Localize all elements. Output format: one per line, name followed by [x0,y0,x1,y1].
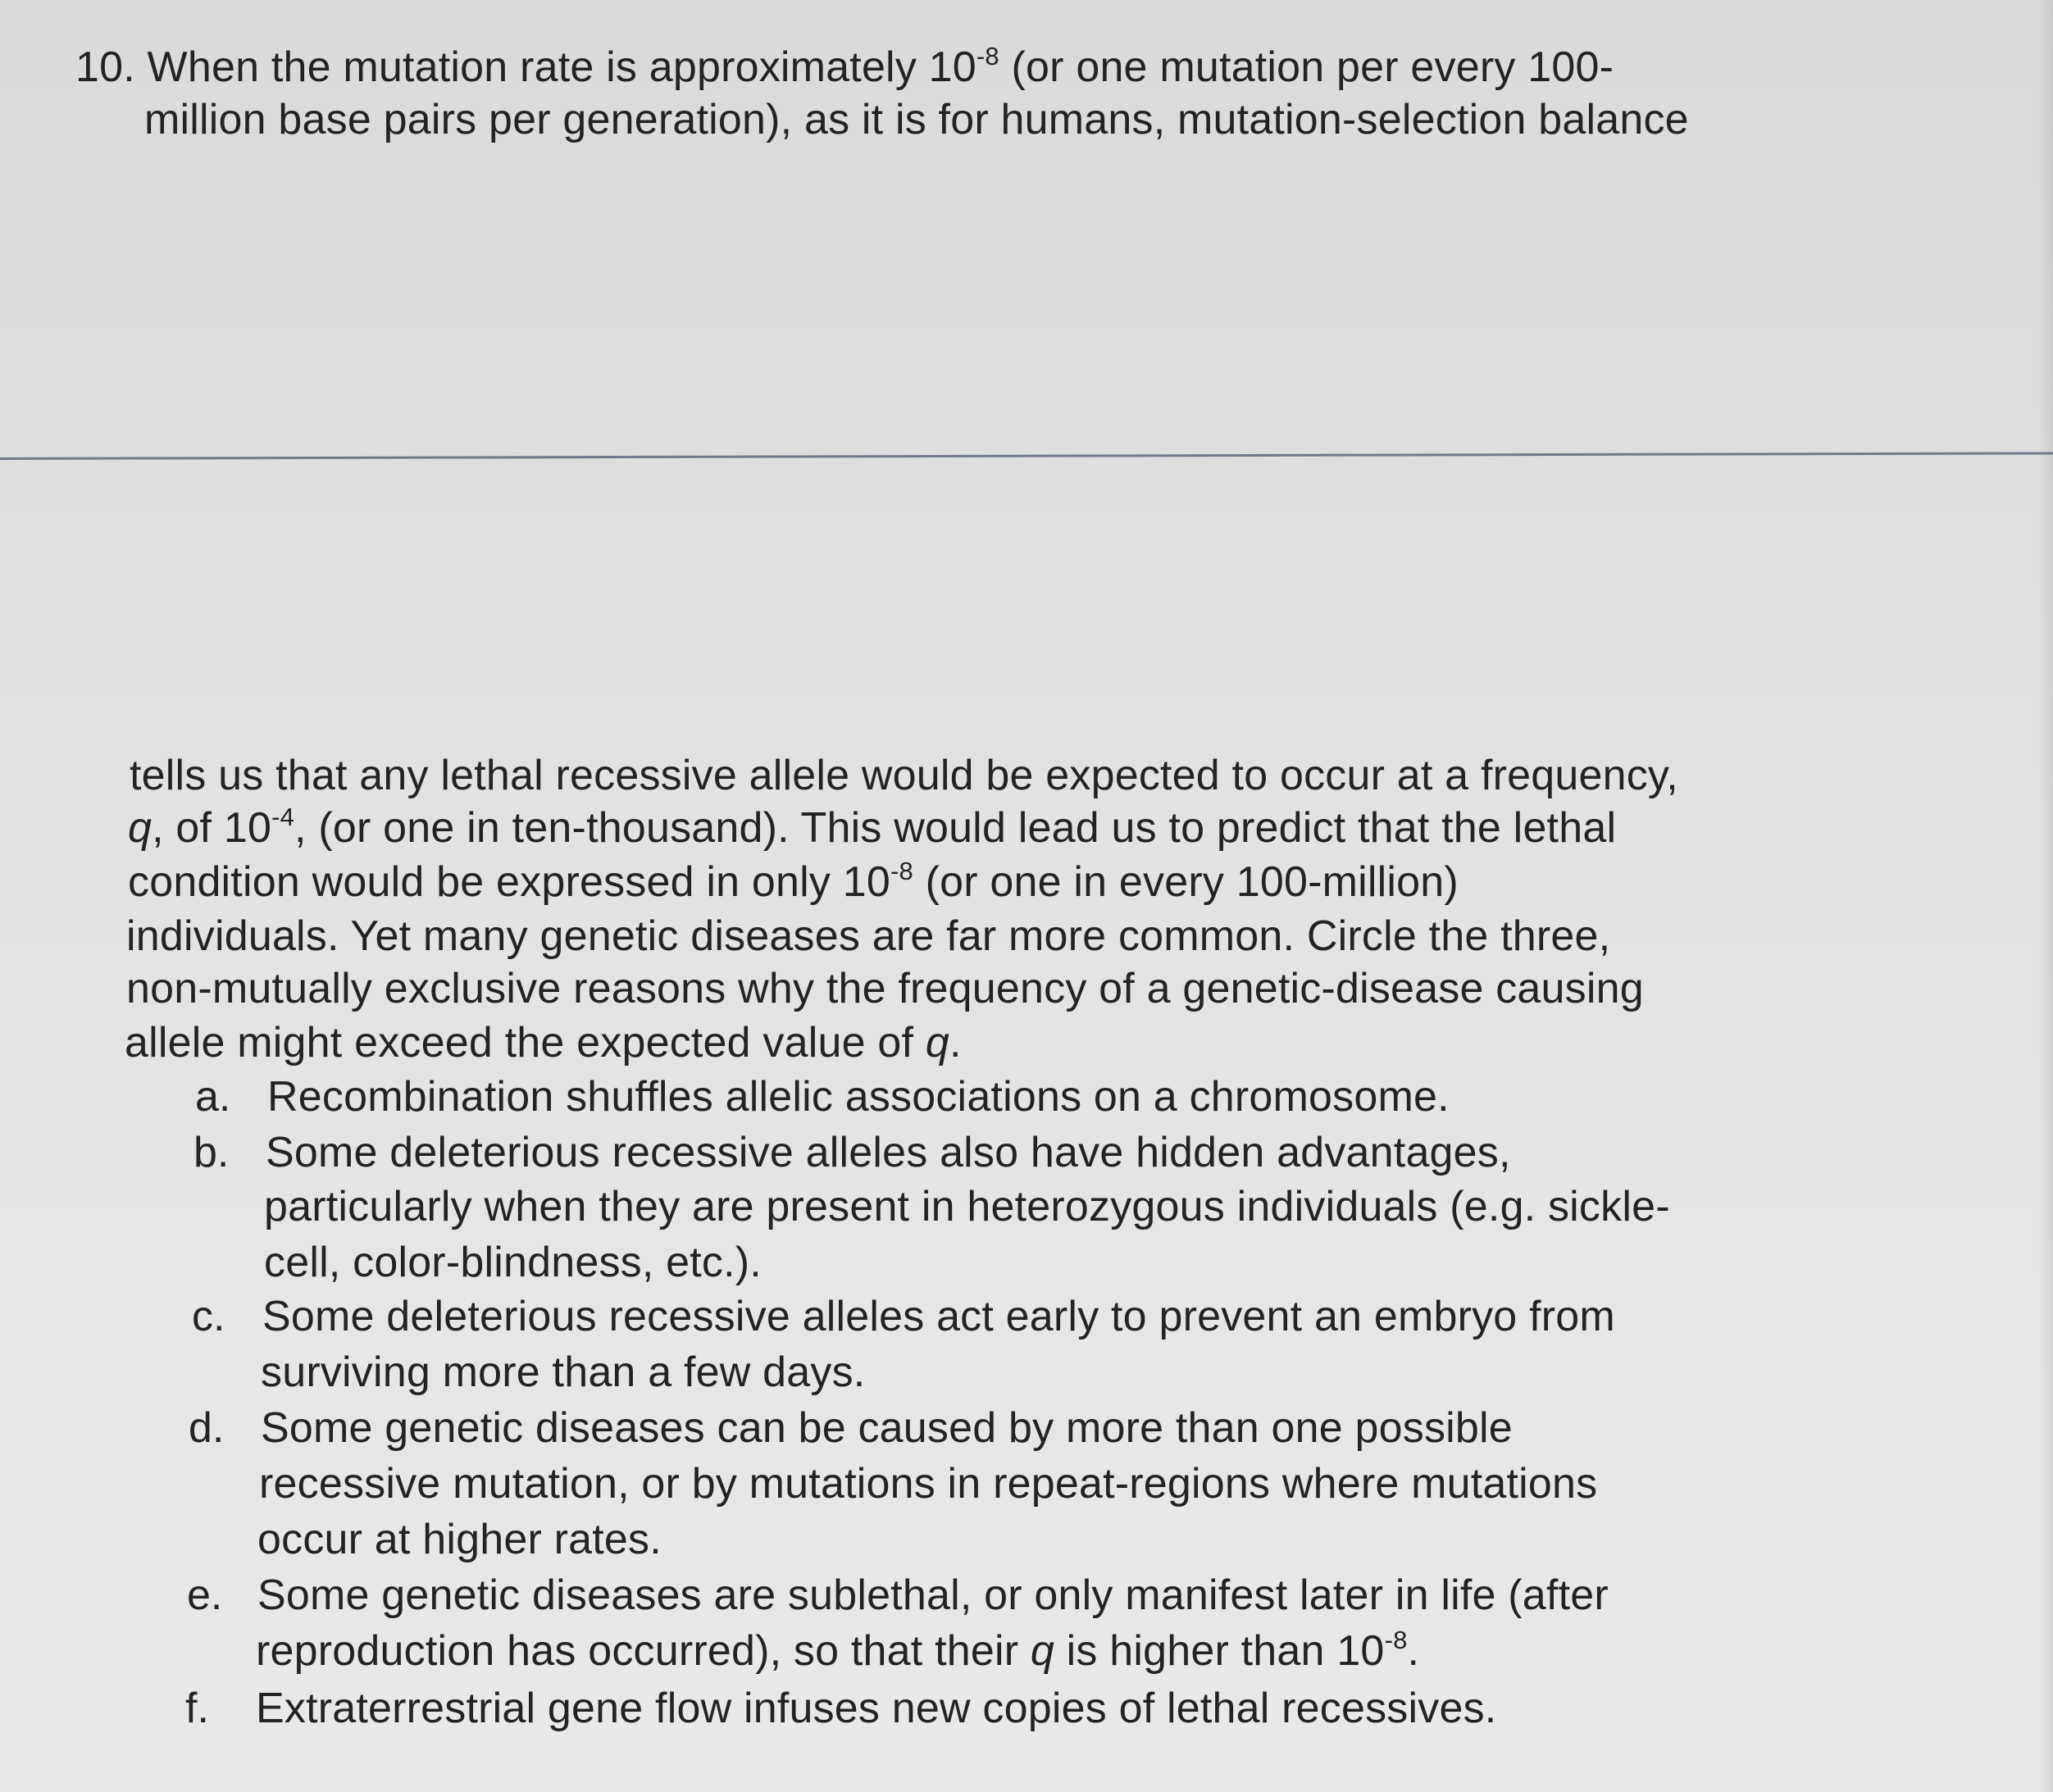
question-number: 10. [75,43,135,91]
option-b-line-1: Some deleterious recessive alleles also have hidden advantages, [266,1129,1511,1176]
option-d-text-2[interactable] [259,1458,1597,1510]
option-e-line-2a: reproduction has occurred), so that their [256,1627,1031,1675]
option-f-text[interactable] [256,1682,1496,1735]
body-text-2b: , (or one in ten-thousand). This would lead us to predict that the lethal [294,804,1617,852]
question-text-1b: (or one mutation per every 100- [999,43,1614,91]
body-text-3b: (or one in every 100-million) [913,858,1459,906]
option-d-line-3: occur at higher rates. [257,1516,662,1563]
option-e-text-2[interactable] [256,1625,1419,1683]
option-e-line-2b: is higher than 10 [1054,1627,1385,1675]
body-text-4: individuals. Yet many genetic diseases are far more common. Circle the three, [126,912,1611,960]
body-text-3a: condition would be expressed in only 10 [128,858,890,906]
option-d-line-2: recessive mutation, or by mutations in repeat-regions where mutations [259,1460,1598,1508]
body-line-3 [128,856,1459,914]
body-line-4 [126,910,1610,962]
option-c-line-2: surviving more than a few days. [261,1349,866,1396]
option-b-text-1[interactable] [266,1126,1511,1179]
option-e-line-1: Some genetic diseases are sublethal, or only manifest later in life (after [257,1571,1609,1619]
option-f-letter[interactable]: f. [185,1685,209,1732]
variable-q: q [925,1019,949,1067]
option-b-line-3: cell, color-blindness, etc.). [264,1239,762,1286]
option-b-text-3[interactable] [264,1236,762,1289]
option-d-line-1: Some genetic diseases can be caused by more than one possible [261,1404,1513,1452]
option-b-line-2: particularly when they are present in heterozygous individuals (e.g. sickle- [264,1183,1670,1230]
option-d-letter[interactable]: d. [189,1404,225,1452]
body-line-6 [125,1017,962,1069]
option-e-letter[interactable]: e. [187,1571,223,1619]
answer-space-divider [0,452,2053,460]
exponent: -8 [890,857,913,885]
option-b-text-2[interactable] [264,1180,1670,1233]
variable-q: q [128,804,152,852]
variable-q: q [1030,1627,1055,1675]
body-text-1: tells us that any lethal recessive allele would be expected to occur at a frequency, [130,752,1678,799]
page-edge-shadow [2038,0,2053,1792]
question-text-1a: When the mutation rate is approximately 10 [147,43,976,91]
body-line-1 [130,749,1678,802]
option-a-line-1: Recombination shuffles allelic associations on a chromosome. [267,1073,1450,1121]
exponent: -8 [1384,1626,1408,1654]
option-a-letter[interactable]: a. [195,1073,231,1121]
question-line-1 [75,41,1614,99]
option-c-letter[interactable]: c. [192,1293,225,1340]
body-text-6b: . [949,1019,962,1067]
question-text-2: million base pairs per generation), as it is for humans, mutation-selection balance [144,96,1689,143]
body-line-2 [128,802,1616,860]
option-e-line-2c: . [1407,1627,1420,1675]
exponent: -8 [976,42,999,70]
option-a-text[interactable] [267,1071,1450,1123]
option-d-text-3[interactable] [257,1513,662,1566]
option-e-text-1[interactable] [257,1569,1609,1621]
question-line-2 [144,93,1689,146]
body-line-5 [126,962,1644,1015]
option-c-text-2[interactable] [261,1346,865,1399]
body-text-5: non-mutually exclusive reasons why the frequency of a genetic-disease causing [126,965,1644,1012]
option-c-text-1[interactable] [262,1290,1615,1343]
body-text-6a: allele might exceed the expected value of [125,1019,926,1067]
exponent: -4 [271,803,295,831]
option-b-letter[interactable]: b. [193,1129,230,1176]
option-d-text-1[interactable] [261,1402,1513,1454]
body-text-2a: , of 10 [152,804,272,852]
option-c-line-1: Some deleterious recessive alleles act early to prevent an embryo from [262,1293,1615,1340]
option-f-line-1: Extraterrestrial gene flow infuses new copies of lethal recessives. [256,1685,1497,1732]
